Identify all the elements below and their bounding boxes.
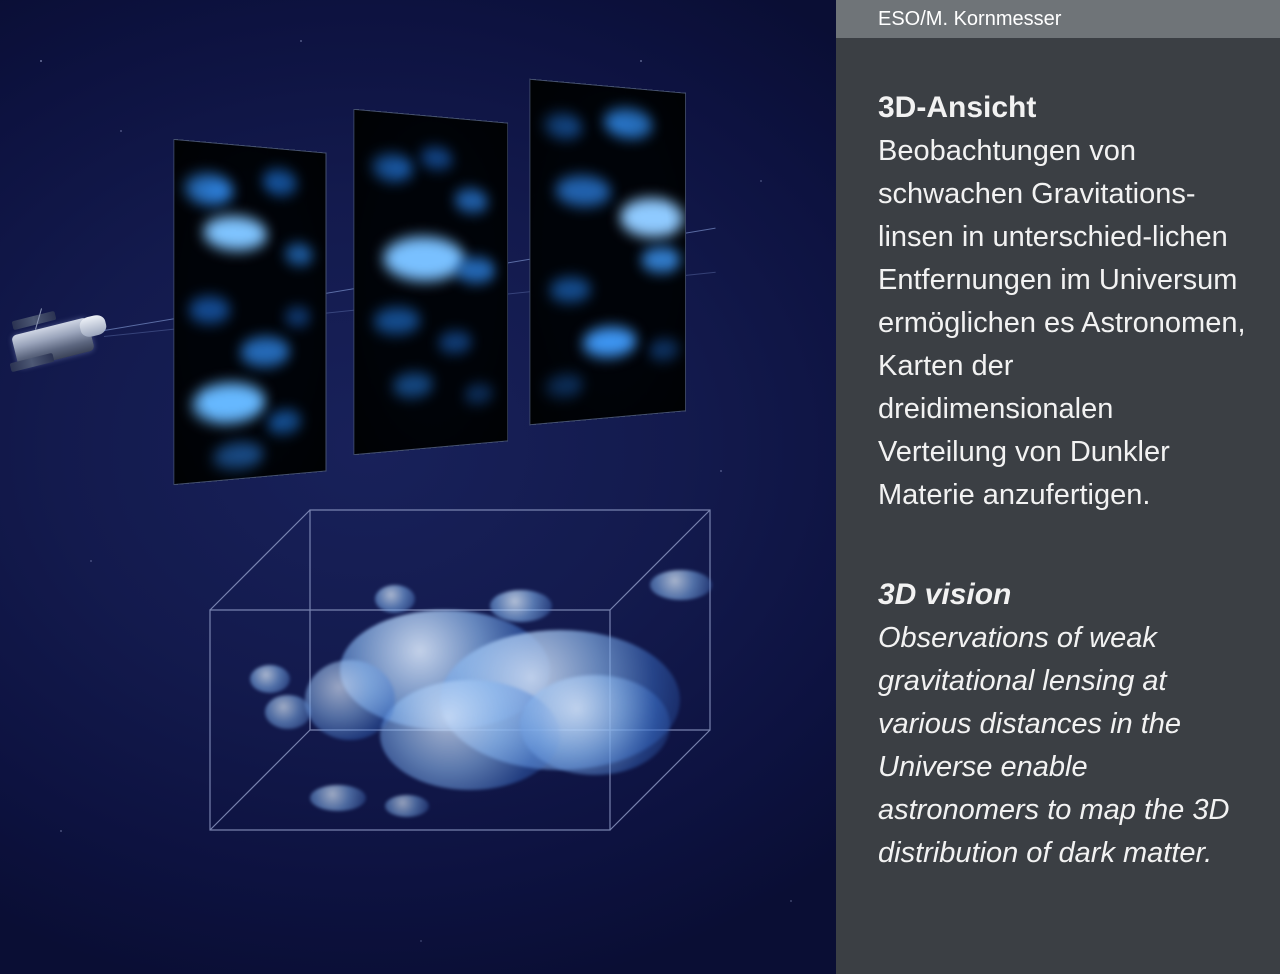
dark-matter-clump xyxy=(375,585,415,613)
dark-matter-clump xyxy=(490,590,552,622)
star xyxy=(90,560,92,562)
caption-text xyxy=(878,88,1250,875)
lensing-map-near xyxy=(173,139,326,485)
dark-matter-3d-volume xyxy=(190,500,820,920)
star xyxy=(720,470,722,472)
dark-matter-clump xyxy=(650,570,712,600)
caption-body-english: Observations of weak gravitational lensing at various distances in the Universe enable astronomers to map the 3D distribution of dark matter. xyxy=(878,622,1230,869)
credit-bar: ESO/M. Kornmesser xyxy=(836,0,1280,38)
lensing-map-mid xyxy=(353,109,508,456)
star xyxy=(60,830,62,832)
caption-block-german xyxy=(878,88,1250,517)
star xyxy=(120,130,122,132)
dark-matter-clump xyxy=(265,695,311,729)
dark-matter-clump xyxy=(250,665,290,693)
caption-body-german: Beobachtungen von schwachen Gravitations-linsen in unterschied-lichen Entfernungen im Universum ermöglichen es Astronomen, Karten der dreidimensionalen Verteilung von Dunkler Materie anzufertigen. xyxy=(878,135,1246,511)
caption-title-english: 3D vision xyxy=(878,578,1012,611)
caption-block-english xyxy=(878,575,1250,875)
dark-matter-clump xyxy=(385,795,429,817)
dark-matter-clump xyxy=(310,785,366,811)
lensing-map-far xyxy=(529,79,686,426)
hubble-telescope-icon xyxy=(8,300,118,380)
star xyxy=(40,60,42,62)
star xyxy=(420,940,422,942)
star xyxy=(640,60,642,62)
dark-matter-cloud xyxy=(305,660,395,740)
star xyxy=(760,180,762,182)
dark-matter-cloud xyxy=(520,675,670,775)
star xyxy=(300,40,302,42)
caption-panel xyxy=(836,0,1280,974)
caption-title-german: 3D-Ansicht xyxy=(878,91,1037,124)
